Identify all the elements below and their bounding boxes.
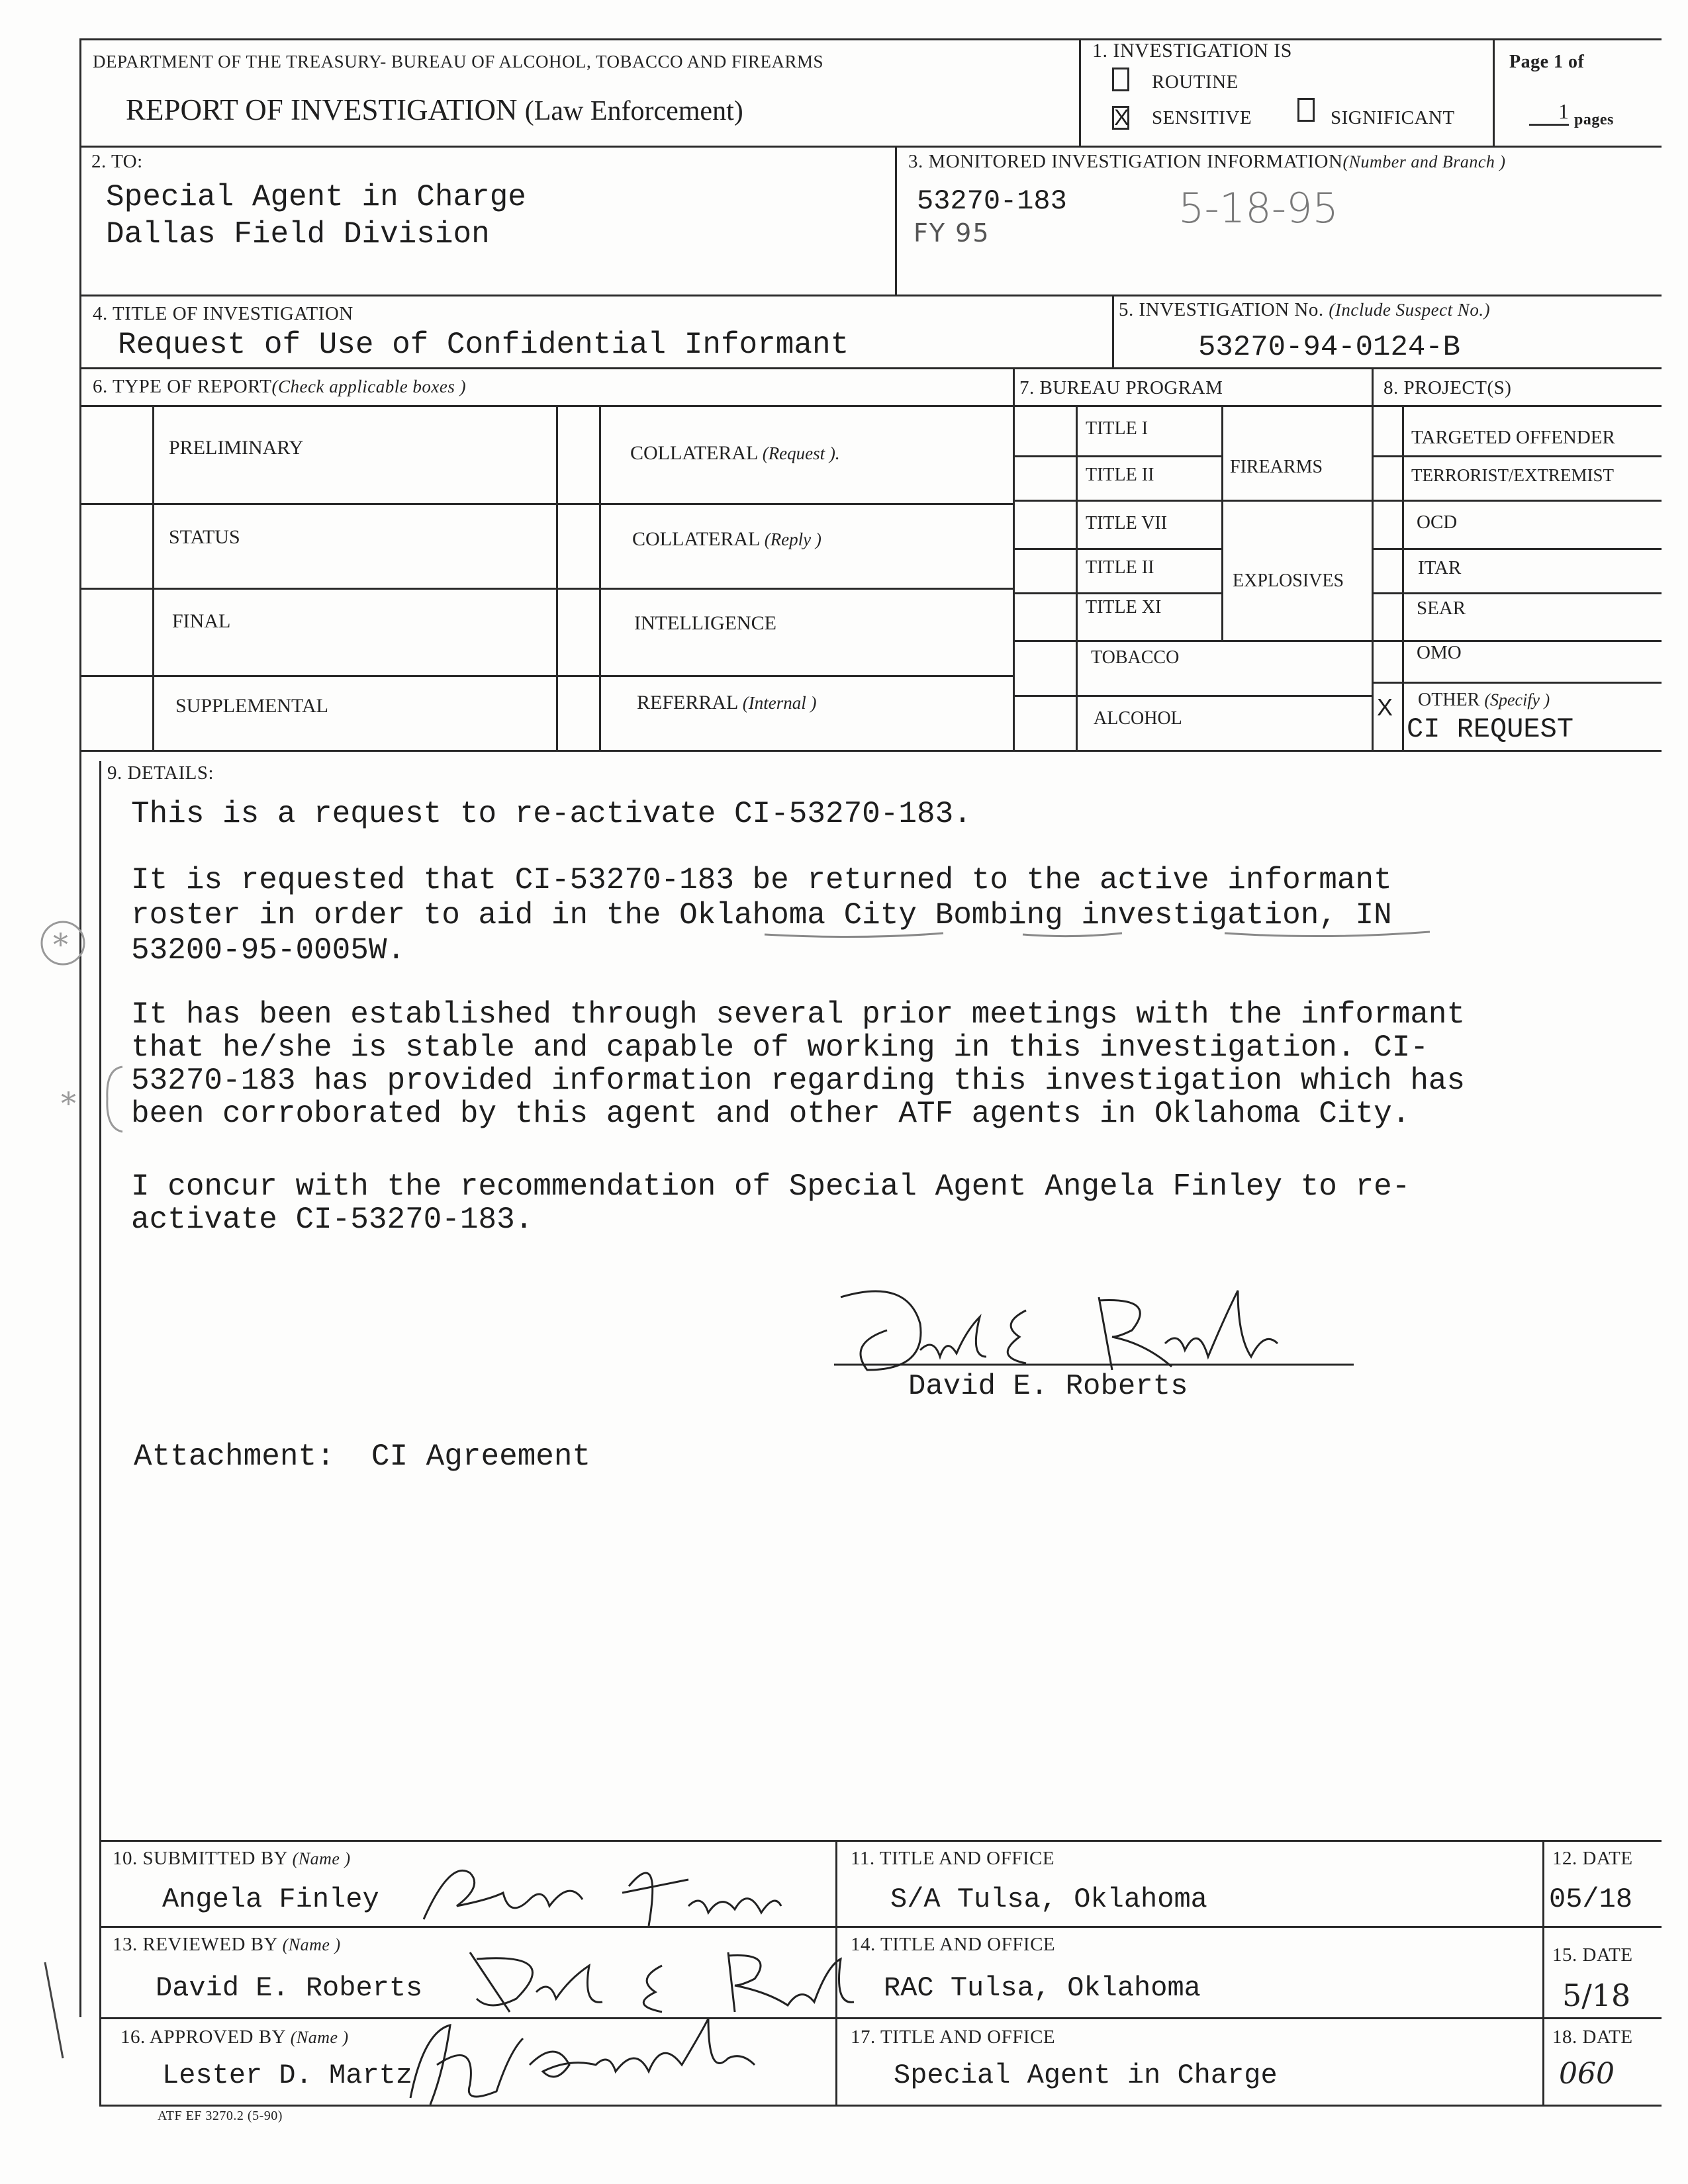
title-divider (1112, 295, 1114, 367)
type-row-line-2 (79, 588, 1013, 590)
intelligence-option[interactable]: INTELLIGENCE (634, 612, 776, 634)
submitted-by-label: 10. SUBMITTED BY (Name ) (113, 1848, 351, 1869)
details-inner-left-border (99, 761, 101, 2019)
status-option[interactable]: STATUS (169, 526, 240, 548)
type-row-line-3 (79, 675, 1013, 677)
fy-handwritten: FY 95 (914, 218, 990, 248)
report-title-main: REPORT OF INVESTIGATION (126, 93, 518, 126)
pages-label: pages (1574, 111, 1614, 128)
project-sear[interactable]: SEAR (1417, 598, 1466, 619)
footer-top-line (99, 1840, 1662, 1842)
routine-label: ROUTINE (1152, 71, 1239, 93)
footer-left-border (99, 1840, 101, 2105)
date-12-value: 05/18 (1549, 1884, 1633, 1915)
details-paragraph-2-line-3: 53200-95-0005W. (131, 933, 406, 968)
details-paragraph-3-line-2: that he/she is stable and capable of working in this investigation. CI- (131, 1030, 1429, 1065)
to-line-2: Dallas Field Division (106, 217, 490, 251)
to-line-1: Special Agent in Charge (106, 180, 526, 214)
sensitive-checkbox[interactable] (1112, 106, 1129, 130)
program-line-5 (1013, 640, 1372, 642)
type-right-divider (1013, 367, 1015, 750)
program-right-divider (1372, 367, 1374, 750)
project-line-3 (1372, 548, 1662, 550)
title-office-14-label: 14. TITLE AND OFFICE (851, 1934, 1056, 1955)
footer-col-2 (1542, 1840, 1544, 2105)
title-office-11-label: 11. TITLE AND OFFICE (851, 1848, 1055, 1869)
footer-line-1 (99, 1926, 1662, 1928)
project-terrorist-extremist[interactable]: TERRORIST/EXTREMIST (1411, 465, 1615, 485)
type-of-report-label: 6. TYPE OF REPORT(Check applicable boxes ) (93, 376, 467, 397)
title-of-investigation-label: 4. TITLE OF INVESTIGATION (93, 303, 353, 324)
margin-asterisk-circled: * (53, 927, 68, 962)
margin-asterisk: * (61, 1085, 76, 1121)
form-border-top (79, 38, 1662, 40)
project-line-2 (1372, 500, 1662, 502)
title-of-investigation-value: Request of Use of Confidential Informant (118, 328, 849, 362)
header-divider (1079, 38, 1081, 146)
routine-checkbox[interactable] (1112, 68, 1129, 91)
to-label: 2. TO: (91, 151, 143, 172)
monitored-label: 3. MONITORED INVESTIGATION INFORMATION(Number and Branch ) (908, 151, 1506, 172)
form-number: ATF EF 3270.2 (5-90) (158, 2109, 283, 2123)
to-divider (895, 146, 897, 295)
program-title-vii[interactable]: TITLE VII (1086, 513, 1168, 533)
investigation-no-label: 5. INVESTIGATION No. (Include Suspect No.) (1119, 299, 1491, 320)
details-label: 9. DETAILS: (107, 762, 214, 784)
footer-bottom-line (99, 2105, 1662, 2107)
martz-signature (397, 2012, 794, 2111)
report-title (126, 93, 743, 127)
title-office-11-value: S/A Tulsa, Oklahoma (890, 1884, 1207, 1915)
program-line-2 (1013, 500, 1372, 502)
form-border-left (79, 38, 81, 2017)
monitored-handwritten-date: 5-18-95 (1178, 184, 1338, 232)
project-line-1 (1372, 455, 1662, 457)
program-title-xi[interactable]: TITLE XI (1086, 597, 1162, 617)
final-option[interactable]: FINAL (172, 610, 231, 632)
program-line-3 (1013, 548, 1221, 550)
significant-checkbox[interactable] (1297, 98, 1315, 122)
project-line-5 (1372, 640, 1662, 642)
significant-label: SIGNIFICANT (1331, 107, 1455, 128)
details-paragraph-3-line-4: been corroborated by this agent and other ATF agents in Oklahoma City. (131, 1097, 1411, 1131)
firearms-label: FIREARMS (1230, 457, 1323, 477)
title-office-17-label: 17. TITLE AND OFFICE (851, 2026, 1056, 2048)
bureau-program-label: 7. BUREAU PROGRAM (1019, 377, 1223, 398)
project-line-6 (1372, 682, 1662, 684)
preliminary-option[interactable]: PRELIMINARY (169, 437, 304, 459)
department-label: DEPARTMENT OF THE TREASURY- BUREAU OF ALCOHOL, TOBACCO AND FIREARMS (93, 52, 824, 71)
program-col-2 (1221, 405, 1223, 640)
program-line-6 (1013, 695, 1372, 697)
title-bottom-line (79, 367, 1662, 369)
project-itar[interactable]: ITAR (1418, 557, 1462, 578)
project-other-value: CI REQUEST (1407, 713, 1574, 745)
details-paragraph-4-line-2: activate CI-53270-183. (131, 1203, 534, 1237)
page-count: 1 (1529, 99, 1569, 126)
details-paragraph-2-line-1: It is requested that CI-53270-183 be returned to the active informant (131, 863, 1392, 897)
alcohol-option[interactable]: ALCOHOL (1094, 708, 1182, 729)
investigation-is-label: 1. INVESTIGATION IS (1092, 40, 1292, 62)
collateral-reply-option[interactable]: COLLATERAL (Reply ) (632, 528, 821, 550)
project-ocd[interactable]: OCD (1417, 512, 1458, 533)
details-paragraph-3-line-1: It has been established through several prior meetings with the informant (131, 997, 1466, 1032)
approved-by-label: 16. APPROVED BY (Name ) (120, 2026, 349, 2048)
type-header-line (79, 405, 1013, 407)
project-targeted-offender[interactable]: TARGETED OFFENDER (1411, 427, 1615, 448)
program-title-ii-explosives[interactable]: TITLE II (1086, 557, 1154, 578)
details-paragraph-4-line-1: I concur with the recommendation of Special Agent Angela Finley to re- (131, 1169, 1411, 1204)
collateral-request-option[interactable]: COLLATERAL (Request ). (630, 442, 840, 464)
details-paragraph-3-line-3: 53270-183 has provided information regarding this investigation which has (131, 1064, 1466, 1098)
to-bottom-line (79, 295, 1662, 296)
program-line-4 (1013, 592, 1221, 594)
program-title-ii-firearms[interactable]: TITLE II (1086, 465, 1154, 485)
sensitive-label: SENSITIVE (1152, 107, 1252, 128)
title-office-14-value: RAC Tulsa, Oklahoma (884, 1972, 1201, 2004)
page-box-divider (1493, 38, 1495, 146)
type-col-3 (599, 405, 601, 750)
date-18-label: 18. DATE (1552, 2026, 1633, 2048)
monitored-number: 53270-183 (917, 185, 1067, 217)
type-bottom-line (79, 750, 1662, 752)
project-omo[interactable]: OMO (1417, 642, 1462, 663)
type-row-line-1 (79, 503, 1013, 505)
sensitive-check-mark: X (1114, 105, 1129, 130)
submitted-by-name: Angela Finley (162, 1884, 379, 1915)
finley-signature (410, 1846, 874, 1939)
project-line-4 (1372, 592, 1662, 594)
project-other-check-mark[interactable]: X (1377, 694, 1393, 721)
signer-name: David E. Roberts (908, 1370, 1188, 1403)
report-title-subtitle: (Law Enforcement) (524, 96, 743, 126)
details-paragraph-1: This is a request to re-activate CI-53270-183. (131, 797, 972, 831)
explosives-label: EXPLOSIVES (1233, 570, 1344, 591)
title-office-17-value: Special Agent in Charge (894, 2060, 1278, 2091)
projects-label: 8. PROJECT(S) (1383, 377, 1512, 398)
supplemental-option[interactable]: SUPPLEMENTAL (175, 695, 328, 717)
header-bottom-line (79, 146, 1662, 148)
project-other-label: OTHER (Specify ) (1418, 690, 1550, 710)
details-paragraph-2-line-2: roster in order to aid in the Oklahoma City Bombing investigation, IN (131, 898, 1392, 933)
date-12-label: 12. DATE (1552, 1848, 1633, 1869)
program-title-i[interactable]: TITLE I (1086, 418, 1149, 439)
reviewed-by-label: 13. REVIEWED BY (Name ) (113, 1934, 341, 1955)
page-of-label: Page 1 of (1509, 52, 1585, 72)
type-col-1 (152, 405, 154, 750)
program-line-1 (1013, 455, 1221, 457)
investigation-no-value: 53270-94-0124-B (1198, 331, 1461, 364)
attachment-line: Attachment: CI Agreement (134, 1439, 591, 1474)
type-col-2 (556, 405, 558, 750)
reviewed-by-name: David E. Roberts (156, 1972, 423, 2004)
date-15-value: 5/18 (1562, 1978, 1631, 2013)
date-15-label: 15. DATE (1552, 1944, 1633, 1966)
referral-internal-option[interactable]: REFERRAL (Internal ) (637, 692, 817, 713)
approved-by-name: Lester D. Martz (162, 2060, 413, 2091)
date-18-value: 060 (1559, 2057, 1615, 2091)
tobacco-option[interactable]: TOBACCO (1091, 647, 1180, 668)
program-header-line (1013, 405, 1662, 407)
